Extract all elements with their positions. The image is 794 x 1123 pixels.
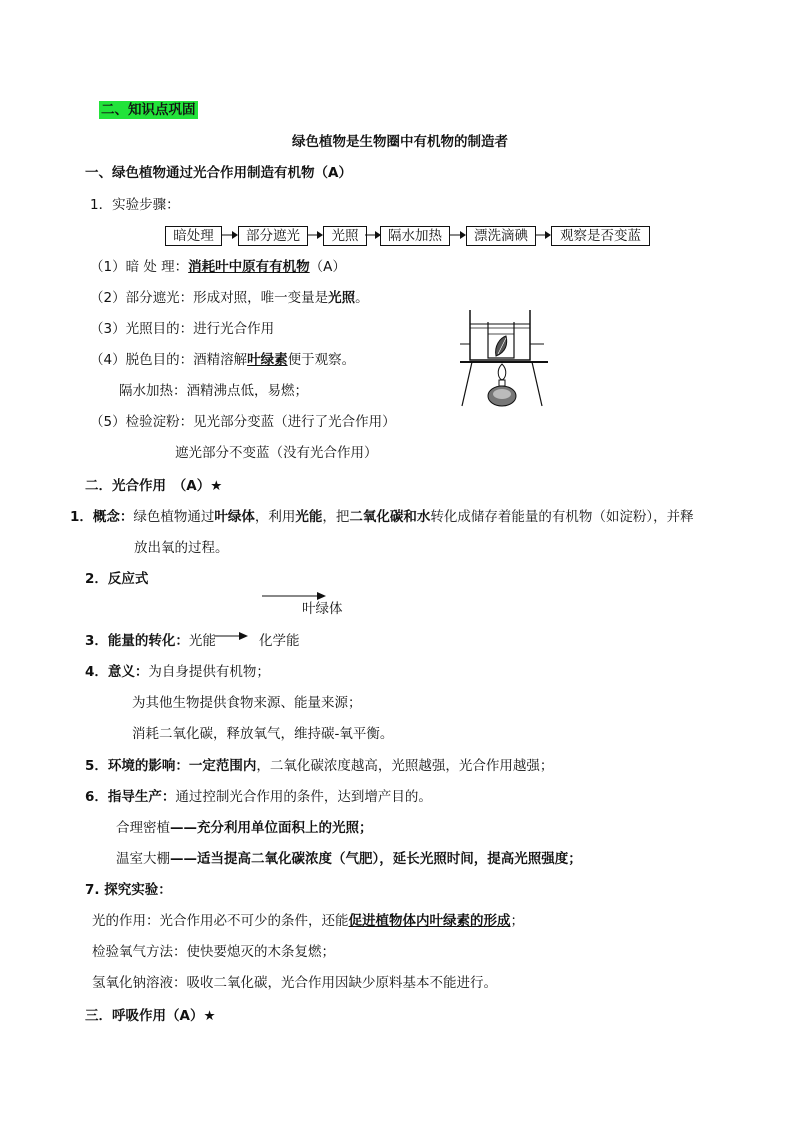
explore-3: 氢氧化钠溶液：吸收二氧化碳，光合作用因缺少原料基本不能进行。 xyxy=(92,975,497,991)
section-label: 二、知识点巩固 xyxy=(101,102,196,118)
water-bath-apparatus-illustration xyxy=(460,300,550,410)
energy-arrow-icon xyxy=(214,630,248,642)
guide-2: 温室大棚——适当提高二氧化碳浓度（气肥），延长光照时间，提高光照强度； xyxy=(116,851,582,867)
flow-arrow-icon xyxy=(535,228,551,242)
step-box: 观察是否变蓝 xyxy=(551,226,650,246)
explore-1: 光的作用：光合作用必不可少的条件，还能促进植物体内叶绿素的形成； xyxy=(92,913,524,929)
guide-line: 6．指导生产：通过控制光合作用的条件，达到增产目的。 xyxy=(85,789,432,805)
environment-line: 5．环境的影响：一定范围内，二氧化碳浓度越高，光照越强，光合作用越强； xyxy=(85,758,554,774)
flow-arrow-icon xyxy=(222,228,238,242)
concept-line-2: 放出氧的过程。 xyxy=(134,540,229,556)
item-5b: 遮光部分不变蓝（没有光合作用） xyxy=(175,445,378,461)
meaning-line: 4．意义：为自身提供有机物； xyxy=(85,664,270,680)
energy-line: 3．能量的转化：光能 xyxy=(85,633,216,649)
item-1: （1）暗 处 理：消耗叶中原有有机物（A） xyxy=(90,259,346,275)
guide-1: 合理密植——充分利用单位面积上的光照； xyxy=(116,820,373,836)
step-box: 漂洗滴碘 xyxy=(466,226,536,246)
part1-heading: 一、绿色植物通过光合作用制造有机物（A） xyxy=(85,165,352,181)
reaction-label: 2．反应式 xyxy=(85,571,149,587)
concept-line: 1．概念：绿色植物通过叶绿体，利用光能，把二氧化碳和水转化成储存着能量的有机物（如淀粉），并释 xyxy=(70,509,694,525)
steps-label: 1．实验步骤： xyxy=(90,197,180,213)
meaning-2: 为其他生物提供食物来源、能量来源； xyxy=(132,695,362,711)
step-box: 部分遮光 xyxy=(238,226,308,246)
reaction-condition: 叶绿体 xyxy=(302,601,343,617)
energy-to: 化学能 xyxy=(259,633,300,649)
meaning-3: 消耗二氧化碳，释放氧气，维持碳-氧平衡。 xyxy=(132,726,394,742)
item-5: （5）检验淀粉：见光部分变蓝（进行了光合作用） xyxy=(90,414,396,430)
item-4b: 隔水加热：酒精沸点低，易燃； xyxy=(119,383,308,399)
flow-arrow-icon xyxy=(450,228,466,242)
part2-heading: 二．光合作用 （A）★ xyxy=(85,478,223,494)
step-box: 暗处理 xyxy=(165,226,222,246)
explore-label: 7. 探究实验： xyxy=(85,882,172,898)
step-box: 光照 xyxy=(323,226,367,246)
step-box: 隔水加热 xyxy=(380,226,450,246)
item-2: （2）部分遮光：形成对照，唯一变量是光照。 xyxy=(90,290,369,306)
item-3: （3）光照目的：进行光合作用 xyxy=(90,321,275,337)
page-title: 绿色植物是生物圈中有机物的制造者 xyxy=(292,134,508,150)
item-4: （4）脱色目的：酒精溶解叶绿素便于观察。 xyxy=(90,352,356,368)
part3-heading: 三．呼吸作用（A）★ xyxy=(85,1008,216,1024)
flow-arrow-icon xyxy=(307,228,323,242)
explore-2: 检验氧气方法：使快要熄灭的木条复燃； xyxy=(92,944,335,960)
flow-arrow-icon xyxy=(365,228,381,242)
